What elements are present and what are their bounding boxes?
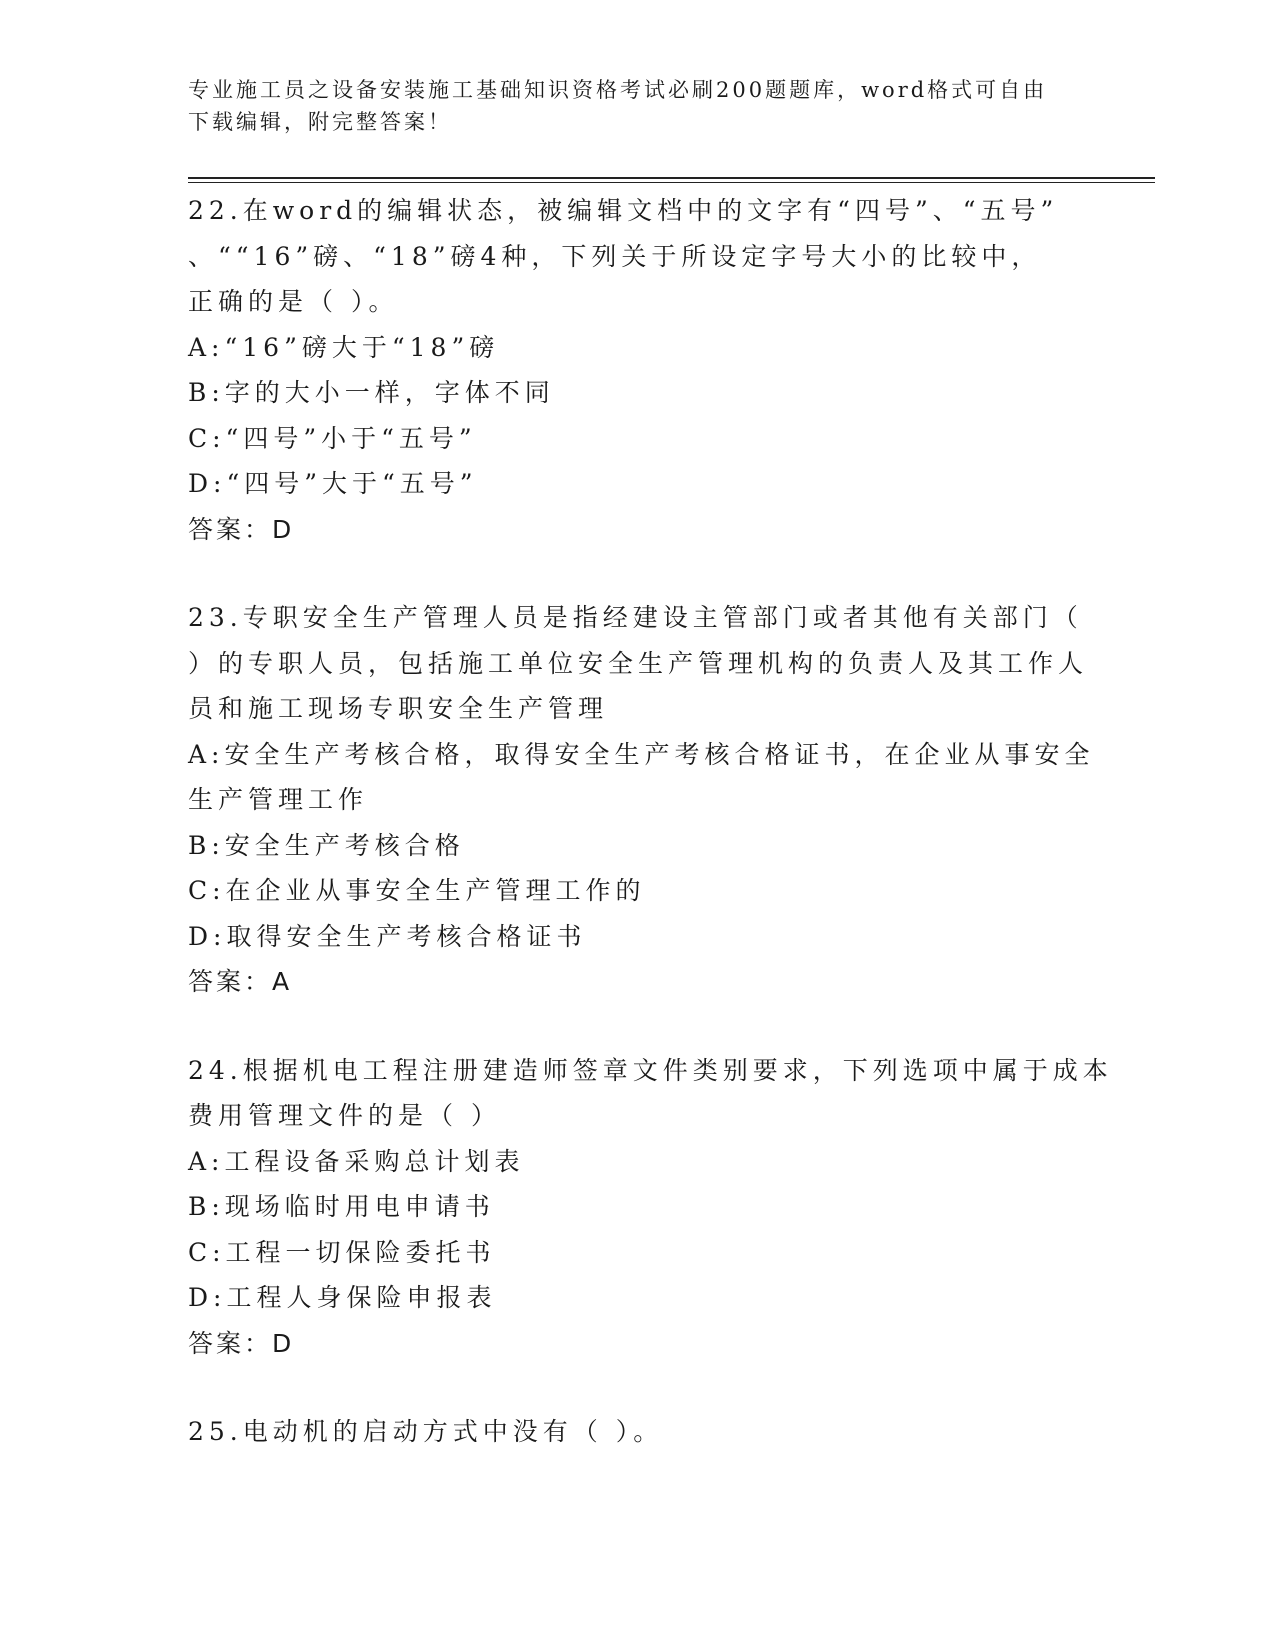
option-a-continuation: 生产管理工作: [188, 785, 369, 814]
option-b: B:安全生产考核合格: [188, 830, 465, 860]
option-d: D:工程人身保险申报表: [188, 1283, 497, 1312]
header-divider-thin: [188, 182, 1155, 183]
option-c: C:在企业从事安全生产管理工作的: [188, 876, 646, 905]
question-24: [188, 1048, 1113, 1367]
question-text-line: 、““16”磅、“18”磅4种，下列关于所设定字号大小的比较中，: [188, 241, 1042, 271]
option-c: C:工程一切保险委托书: [188, 1237, 496, 1267]
question-text-line: 23.专职安全生产管理人员是指经建设主管部门或者其他有关部门（: [188, 603, 1083, 632]
option-a: A:安全生产考核合格，取得安全生产考核合格证书，在企业从事安全: [188, 739, 1095, 769]
option-a: A:工程设备采购总计划表: [188, 1146, 525, 1176]
question-text-line: 费用管理文件的是（ ）: [188, 1101, 501, 1130]
question-text-line: ）的专职人员，包括施工单位安全生产管理机构的负责人及其工作人: [188, 648, 1089, 678]
question-22: [188, 188, 1088, 552]
answer-label: 答案：D: [188, 1328, 295, 1358]
answer-label: 答案：A: [188, 967, 293, 996]
question-25: [188, 1409, 1088, 1455]
question-text-line: 22.在word的编辑状态，被编辑文档中的文字有“四号”、“五号”: [188, 196, 1059, 225]
header-line-2: 下载编辑，附完整答案！: [188, 110, 452, 134]
option-b: B:字的大小一样，字体不同: [188, 378, 555, 407]
option-d: D:取得安全生产考核合格证书: [188, 921, 587, 951]
question-text-line: 24.根据机电工程注册建造师签章文件类别要求，下列选项中属于成本: [188, 1055, 1113, 1085]
option-c: C:“四号”小于“五号”: [188, 423, 477, 453]
option-d: D:“四号”大于“五号”: [188, 469, 478, 498]
question-text-line: 25.电动机的启动方式中没有（ ）。: [188, 1417, 664, 1446]
header-divider-thick: [188, 177, 1155, 179]
document-header: [188, 74, 1068, 138]
option-b: B:现场临时用电申请书: [188, 1192, 495, 1221]
question-23: [188, 595, 1095, 1005]
answer-label: 答案：D: [188, 514, 295, 544]
question-text-line: 员和施工现场专职安全生产管理: [188, 694, 609, 723]
question-list: [188, 188, 1113, 1498]
question-text-line: 正确的是（ ）。: [188, 287, 399, 316]
header-line-1: 专业施工员之设备安装施工基础知识资格考试必刷200题题库，word格式可自由: [188, 78, 1048, 102]
option-a: A:“16”磅大于“18”磅: [188, 332, 500, 362]
